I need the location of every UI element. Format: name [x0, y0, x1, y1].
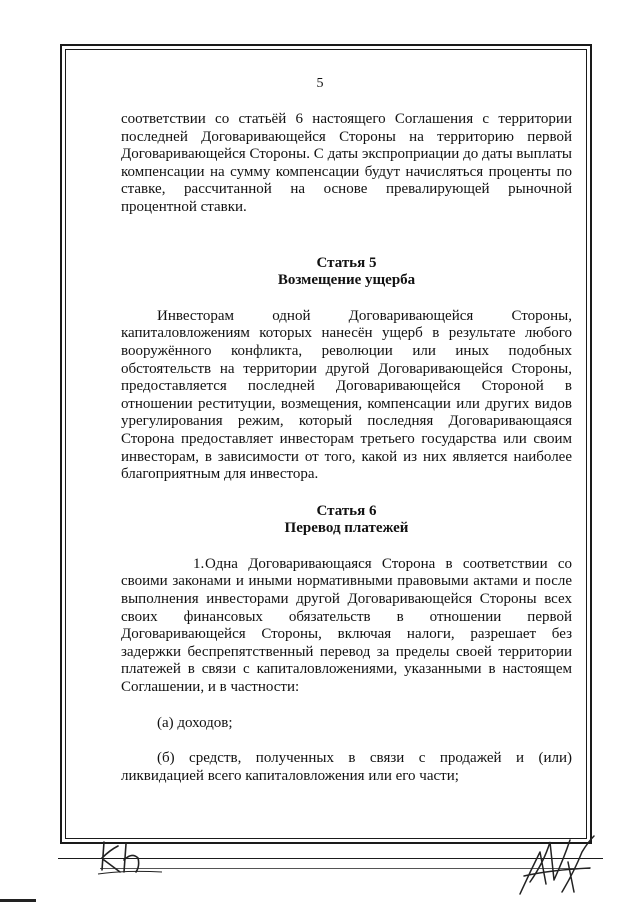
article-6-title: Перевод платежей [284, 520, 409, 537]
page-number: 5 [316, 76, 324, 91]
article-6-item-1-number: 1. [193, 555, 205, 572]
article-6-sub-b: (б) средств, полученных в связи с продажей и (или) ликвидацией всего капиталовложения или его части; [121, 750, 572, 784]
article-6-number: Статья 6 [316, 502, 377, 519]
article-6-sub-a: (а) доходов; [157, 714, 233, 731]
continuation-paragraph: соответствии со статьёй 6 настоящего Соглашения с территории последней Договаривающейся Стороны на территорию первой Договаривающейся Стороны. С даты экспроприации до даты выплаты компенсации на сумму компенсации будут начисляться проценты по ставке, рассчитанной на основе превалирующей рыночной процентной ставки. [121, 111, 572, 215]
article-5-number: Статья 5 [316, 254, 377, 271]
document-body [121, 111, 572, 785]
article-6-item-1-text: Одна Договаривающаяся Сторона в соответствии со своими законами и иными нормативными правовыми актами и после выполнения инвесторами другой Договаривающейся Стороны всех своих финансовых обязательств в отношении первой Договаривающейся Стороны, включая налоги, разрешает без задержки беспрепятственный перевод за пределы своей территории платежей в связи с капиталовложениями, указанными в настоящем Соглашении, и в частности: [121, 555, 572, 696]
article-5-text: Инвесторам одной Договаривающейся Стороны, капиталовложениям которых нанесён ущерб в результате любого вооружённого конфликта, революции или иных подобных обстоятельств на территории другой Договаривающейся Стороны, предоставляется последней Договаривающейся Стороной в отношении реституции, возмещения, компенсации или других видов урегулирования режим, который последняя Договаривающаяся Сторона предоставляет инвесторам третьего государства или своим инвесторам, в зависимости от того, какой из них является наиболее благоприятным для инвестора. [121, 307, 572, 483]
left-signature-initials [96, 836, 166, 880]
right-signature-initials [510, 832, 602, 902]
article-5-title: Возмещение ущерба [277, 272, 416, 289]
edge-mark [0, 899, 36, 902]
article-6-item-1 [121, 556, 572, 697]
